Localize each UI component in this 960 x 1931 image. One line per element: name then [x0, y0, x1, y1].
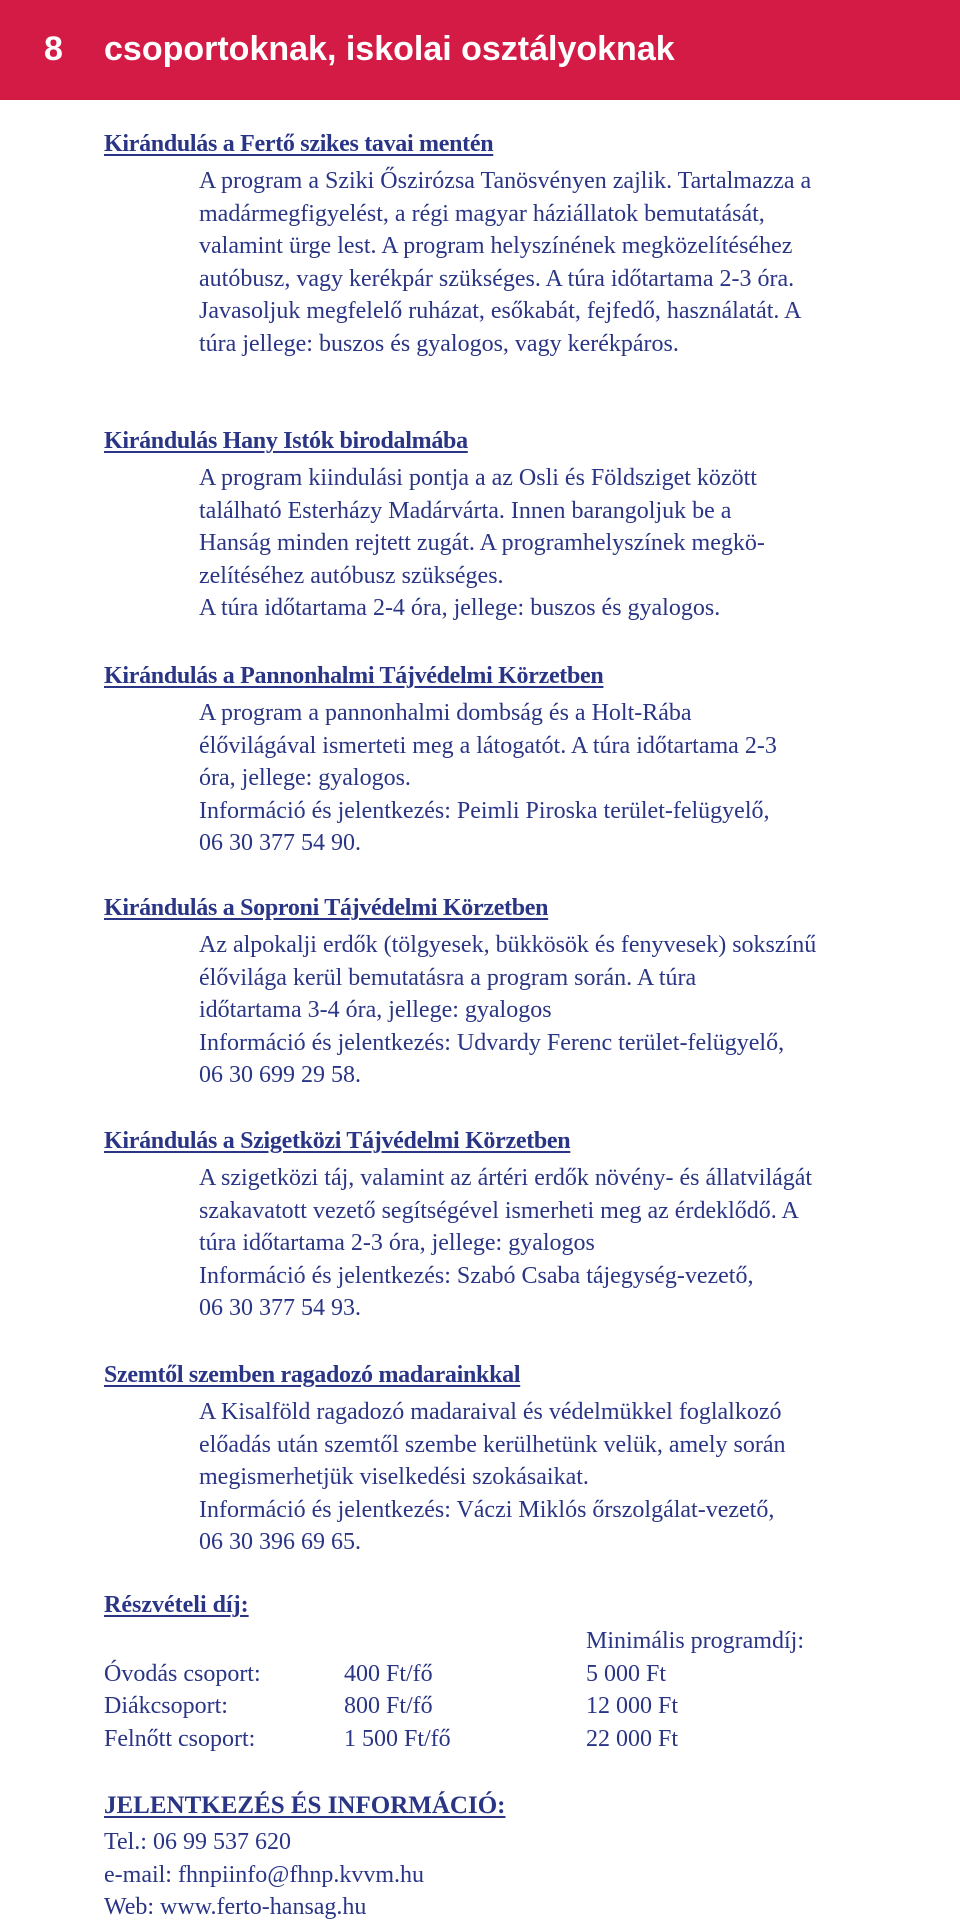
- text-line: óra, jellege: gyalogos.: [199, 765, 411, 792]
- program-description: [199, 1396, 899, 1559]
- fee-minimum: 12 000 Ft: [586, 1693, 679, 1720]
- text-line: valamint ürge lest. A program helyszínének megközelítéséhez: [199, 233, 793, 260]
- text-line: Információ és jelentkezés: Peimli Piroska terület-felügyelő,: [199, 797, 770, 824]
- fees-title: Részvételi díj:: [104, 1592, 249, 1618]
- text-line: A szigetközi táj, valamint az ártéri erdők növény- és állatvilágát: [199, 1165, 813, 1191]
- text-line: 06 30 377 54 93.: [199, 1295, 361, 1322]
- text-line: szakavatott vezető segítségével ismerheti meg az érdeklődő. A: [199, 1197, 799, 1224]
- text-line: 06 30 699 29 58.: [199, 1062, 361, 1089]
- fee-minimum: 5 000 Ft: [586, 1660, 667, 1687]
- page-title: csoportoknak, iskolai osztályoknak: [104, 30, 675, 68]
- min-fee-header: Minimális programdíj:: [586, 1628, 804, 1654]
- program-title: Kirándulás a Soproni Tájvédelmi Körzetben: [104, 895, 549, 921]
- contact-phone: Tel.: 06 99 537 620: [104, 1829, 291, 1855]
- text-line: túra időtartama 2-3 óra, jellege: gyalogos: [199, 1230, 595, 1257]
- fee-price: 400 Ft/fő: [344, 1660, 433, 1687]
- program-title: Kirándulás a Fertő szikes tavai mentén: [104, 131, 494, 157]
- program-title: Kirándulás Hany Istók birodalmába: [104, 428, 468, 454]
- fee-price: 800 Ft/fő: [344, 1693, 433, 1720]
- text-line: Az alpokalji erdők (tölgyesek, bükkösök és fenyvesek) sokszínű: [199, 932, 817, 958]
- fee-group: Óvodás csoport:: [104, 1660, 261, 1687]
- fee-price: 1 500 Ft/fő: [344, 1725, 451, 1752]
- contact-title: JELENTKEZÉS ÉS INFORMÁCIÓ:: [104, 1792, 506, 1819]
- text-line: előadás után szemtől szembe kerülhetünk velük, amely során: [199, 1431, 786, 1458]
- text-line: Javasoljuk megfelelő ruházat, esőkabát, fejfedő, használatát. A: [199, 298, 802, 325]
- text-line: 06 30 396 69 65.: [199, 1529, 361, 1556]
- program-description: [199, 462, 899, 625]
- text-line: megismerhetjük viselkedési szokásaikat.: [199, 1464, 589, 1491]
- text-line: A túra időtartama 2-4 óra, jellege: buszos és gyalogos.: [199, 595, 721, 622]
- program-title: Kirándulás a Pannonhalmi Tájvédelmi Körzetben: [104, 663, 604, 689]
- program-title: Kirándulás a Szigetközi Tájvédelmi Körzetben: [104, 1128, 571, 1154]
- program-description: [199, 165, 899, 361]
- fee-minimum: 22 000 Ft: [586, 1725, 679, 1752]
- program-description: [199, 697, 899, 860]
- text-line: időtartama 3-4 óra, jellege: gyalogos: [199, 997, 552, 1024]
- program-description: [199, 1162, 899, 1325]
- text-line: Hanság minden rejtett zugát. A programhelyszínek megkö-: [199, 530, 765, 557]
- page-header: [0, 0, 960, 100]
- fee-group: Diákcsoport:: [104, 1693, 228, 1720]
- text-line: A Kisalföld ragadozó madaraival és védelmükkel foglalkozó: [199, 1399, 782, 1425]
- text-line: A program a pannonhalmi dombság és a Holt-Rába: [199, 700, 692, 726]
- text-line: zelítéséhez autóbusz szükséges.: [199, 562, 504, 589]
- contact-email[interactable]: e-mail: fhnpiinfo@fhnp.kvvm.hu: [104, 1861, 425, 1888]
- program-title: Szemtől szemben ragadozó madarainkkal: [104, 1362, 521, 1388]
- contact-info: [104, 1826, 424, 1924]
- text-line: Információ és jelentkezés: Udvardy Ferenc terület-felügyelő,: [199, 1029, 785, 1056]
- text-line: A program a Sziki Őszirózsa Tanösvényen zajlik. Tartalmazza a: [199, 168, 812, 194]
- page-number: 8: [44, 30, 63, 68]
- text-line: 06 30 377 54 90.: [199, 830, 361, 857]
- program-description: [199, 929, 899, 1092]
- contact-web[interactable]: Web: www.ferto-hansag.hu: [104, 1894, 367, 1921]
- text-line: túra jellege: buszos és gyalogos, vagy kerékpáros.: [199, 330, 679, 357]
- text-line: élővilágával ismerteti meg a látogatót. A túra időtartama 2-3: [199, 732, 777, 759]
- text-line: található Esterházy Madárvárta. Innen barangoljuk be a: [199, 497, 732, 524]
- text-line: Információ és jelentkezés: Szabó Csaba tájegység-vezető,: [199, 1262, 754, 1289]
- text-line: madármegfigyelést, a régi magyar háziállatok bemutatását,: [199, 200, 765, 227]
- text-line: autóbusz, vagy kerékpár szükséges. A túra időtartama 2-3 óra.: [199, 265, 795, 292]
- text-line: A program kiindulási pontja a az Osli és Földsziget között: [199, 465, 757, 491]
- text-line: Információ és jelentkezés: Váczi Miklós őrszolgálat-vezető,: [199, 1496, 775, 1523]
- text-line: élővilága kerül bemutatásra a program során. A túra: [199, 964, 697, 991]
- fee-group: Felnőtt csoport:: [104, 1725, 256, 1752]
